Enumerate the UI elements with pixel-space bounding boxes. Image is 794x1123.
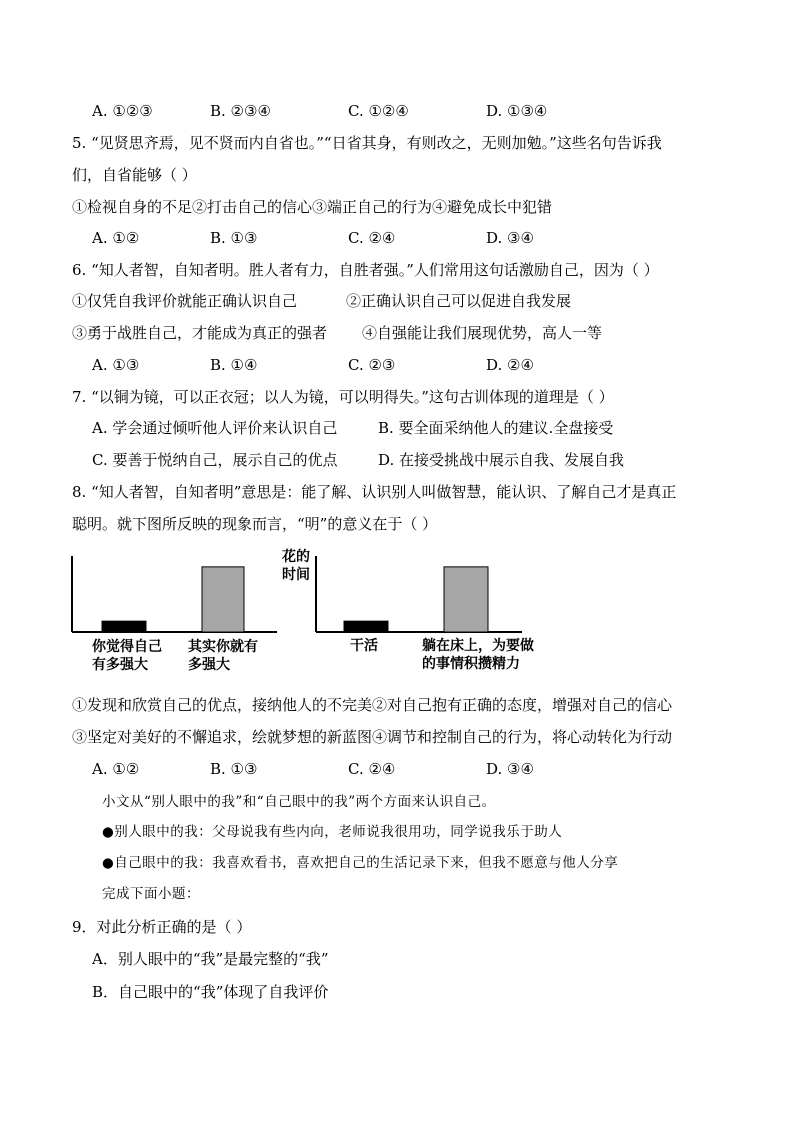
material-others-view: ●别人眼中的我：父母说我有些内向，老师说我很用功，同学说我乐于助人 bbox=[102, 824, 563, 840]
q6-statement-1: ①仅凭自我评价就能正确认识自己 bbox=[72, 292, 298, 310]
chart1-category-label-1: 你觉得自己 有多强大 bbox=[92, 639, 162, 673]
q4-option-a[interactable]: A. ①②③ bbox=[92, 102, 153, 120]
q8-option-a[interactable]: A. ①② bbox=[92, 760, 140, 778]
chart-self-strength bbox=[70, 552, 285, 677]
q6-statement-2: ②正确认识自己可以促进自我发展 bbox=[346, 292, 572, 310]
chart1-bar-1 bbox=[102, 621, 146, 632]
q6-statement-3: ③勇于战胜自己，才能成为真正的强者 bbox=[72, 324, 328, 342]
q7-stem: 7. “以铜为镜，可以正衣冠；以人为镜，可以明得失。”这句古训体现的道理是（ ） bbox=[72, 388, 614, 406]
q7-option-c[interactable]: C. 要善于悦纳自己，展示自己的优点 bbox=[92, 451, 338, 469]
q7-option-b[interactable]: B. 要全面采纳他人的建议.全盘接受 bbox=[378, 419, 614, 437]
q8-statements-line2: ③坚定对美好的不懈追求，绘就梦想的新蓝图④调节和控制自己的行为，将心动转化为行动 bbox=[72, 728, 673, 746]
q6-option-d[interactable]: D. ②④ bbox=[486, 356, 534, 374]
chart2-bar-2 bbox=[444, 567, 488, 632]
q6-stem: 6. “知人者智，自知者明。胜人者有力，自胜者强。”人们常用这句话激励自己，因为（ ） bbox=[72, 261, 659, 279]
chart-time-spent bbox=[282, 548, 554, 678]
q8-option-c[interactable]: C. ②④ bbox=[348, 760, 396, 778]
q7-option-a[interactable]: A. 学会通过倾听他人评价来认识自己 bbox=[92, 419, 338, 437]
q4-option-c[interactable]: C. ①②④ bbox=[348, 102, 409, 120]
q5-statements: ①检视自身的不足②打击自己的信心③端正自己的行为④避免成长中犯错 bbox=[72, 198, 553, 216]
q7-option-d[interactable]: D. 在接受挑战中展示自我、发展自我 bbox=[378, 451, 625, 469]
q6-option-a[interactable]: A. ①③ bbox=[92, 356, 140, 374]
q8-option-d[interactable]: D. ③④ bbox=[486, 760, 534, 778]
material-instruction: 完成下面小题： bbox=[102, 886, 200, 902]
q4-option-b[interactable]: B. ②③④ bbox=[210, 102, 271, 120]
q5-option-b[interactable]: B. ①③ bbox=[210, 229, 258, 247]
chart1-bar-2 bbox=[202, 567, 244, 632]
chart2-category-label-1: 干活 bbox=[350, 638, 378, 654]
q9-option-a[interactable]: A．别人眼中的“我”是最完整的“我” bbox=[92, 950, 329, 968]
q5-option-a[interactable]: A. ①② bbox=[92, 229, 140, 247]
q6-option-b[interactable]: B. ①④ bbox=[210, 356, 258, 374]
q4-option-d[interactable]: D. ①③④ bbox=[486, 102, 548, 120]
q5-option-d[interactable]: D. ③④ bbox=[486, 229, 534, 247]
chart2-category-label-2: 躺在床上，为要做 的事情积攒精力 bbox=[422, 638, 534, 672]
material-intro: 小文从“别人眼中的我”和“自己眼中的我”两个方面来认识自己。 bbox=[102, 794, 496, 810]
q8-statements-line1: ①发现和欣赏自己的优点，接纳他人的不完美②对自己抱有正确的态度，增强对自己的信心 bbox=[72, 696, 673, 714]
q8-stem-line2: 聪明。就下图所反映的现象而言，“明”的意义在于（ ） bbox=[72, 515, 438, 533]
q8-option-b[interactable]: B. ①③ bbox=[210, 760, 258, 778]
q5-option-c[interactable]: C. ②④ bbox=[348, 229, 396, 247]
q8-stem-line1: 8. “知人者智，自知者明”意思是：能了解、认识别人叫做智慧，能认识、了解自己才是真正 bbox=[72, 483, 677, 501]
q9-option-b[interactable]: B．自己眼中的“我”体现了自我评价 bbox=[92, 983, 329, 1001]
q9-stem: 9．对此分析正确的是（ ） bbox=[72, 918, 252, 936]
q6-statement-4: ④自强能让我们展现优势，高人一等 bbox=[362, 324, 603, 342]
q5-stem-line1: 5. “见贤思齐焉，见不贤而内自省也。”“日省其身，有则改之，无则加勉。”这些名句告诉我 bbox=[72, 134, 662, 152]
material-self-view: ●自己眼中的我：我喜欢看书，喜欢把自己的生活记录下来，但我不愿意与他人分享 bbox=[102, 855, 619, 871]
chart1-category-label-2: 其实你就有 多强大 bbox=[188, 639, 258, 673]
q5-stem-line2: 们，自省能够（ ） bbox=[72, 166, 197, 184]
chart2-y-label: 花的 时间 bbox=[282, 549, 310, 583]
chart2-bar-1 bbox=[344, 621, 388, 632]
q6-option-c[interactable]: C. ②③ bbox=[348, 356, 396, 374]
